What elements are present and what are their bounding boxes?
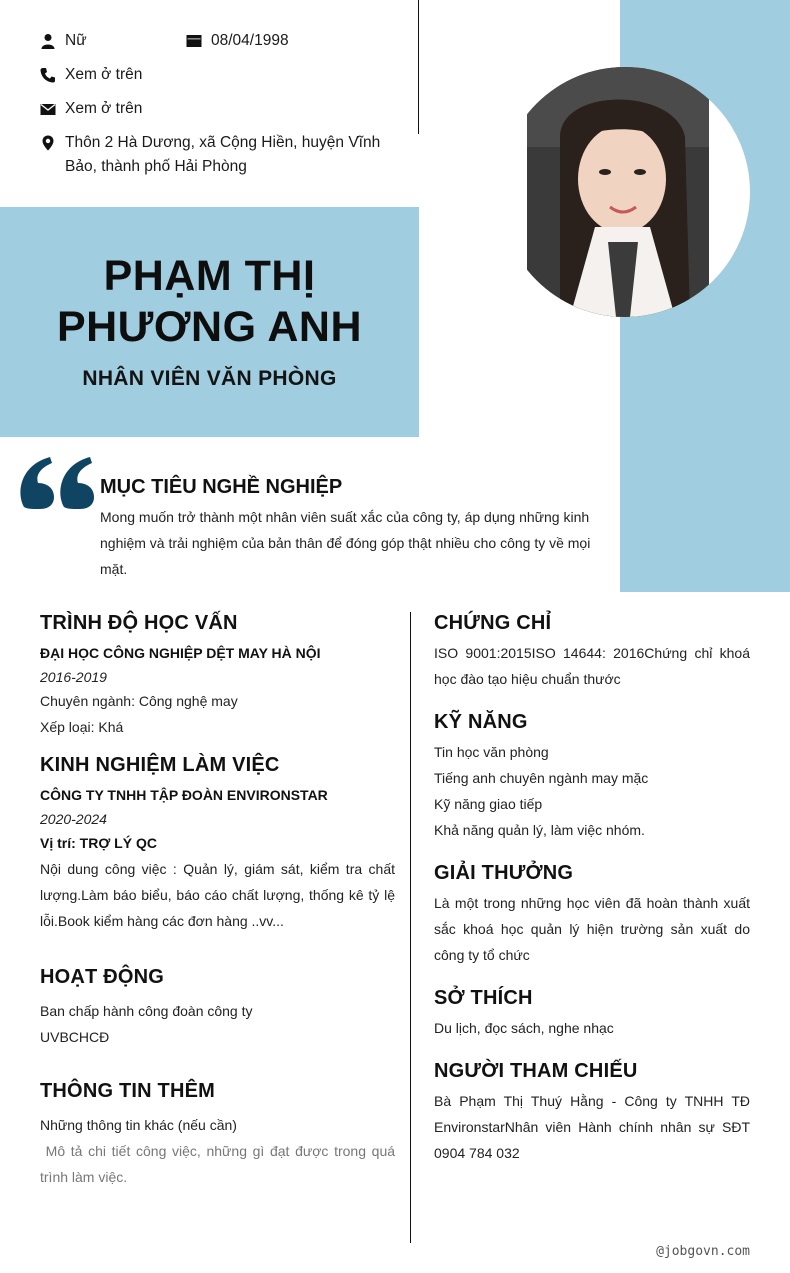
calendar-icon [186, 33, 202, 49]
education-rank: Xếp loại: Khá [40, 719, 124, 735]
activity-item: UVBCHCĐ [40, 1029, 110, 1045]
skills-section [434, 709, 750, 843]
objective-title: MỤC TIÊU NGHỀ NGHIỆP [100, 476, 343, 498]
right-column [434, 610, 750, 1166]
column-divider [410, 612, 411, 1243]
top-divider [418, 0, 419, 134]
experience-description: Nội dung công việc : Quản lý, giám sát, kiểm tra chất lượng.Làm báo biểu, báo cáo chất lượng, thống kê tỷ lệ lỗi.Book kiểm hàng các đơn hàng ..vv... [40, 861, 395, 929]
skill-item: Khả năng quản lý, làm việc nhóm. [434, 822, 645, 838]
birthdate-text: 08/04/1998 [211, 32, 289, 49]
activity-item: Ban chấp hành công đoàn công ty [40, 1003, 253, 1019]
left-column [40, 610, 399, 1190]
portrait-image [500, 67, 750, 317]
experience-section [40, 752, 395, 934]
contact-block [40, 29, 390, 179]
activities-title: HOẠT ĐỘNG [40, 966, 165, 988]
more-info-line-1: Những thông tin khác (nếu cần) [40, 1117, 237, 1133]
references-title: NGƯỜI THAM CHIẾU [434, 1060, 638, 1082]
footer-watermark: @jobgovn.com [656, 1244, 750, 1259]
full-name [0, 251, 419, 353]
gender-item [40, 29, 186, 53]
references-text: Bà Phạm Thị Thuý Hằng - Công ty TNHH TĐ EnvironstarNhân viên Hành chính nhân sự SĐT 0904 784 032 [434, 1093, 750, 1161]
education-period: 2016-2019 [40, 669, 107, 685]
objective-text: Mong muốn trở thành một nhân viên suất xắc của công ty, áp dụng những kinh nghiệm và trải nghiệm của bản thân để đóng góp thật nhiều cho công ty về mọi mặt. [100, 509, 591, 577]
email-text: Xem ở trên [65, 100, 143, 117]
gender-text: Nữ [65, 32, 87, 49]
name-banner [0, 207, 419, 437]
user-icon [40, 33, 56, 49]
birthdate-item [186, 29, 289, 53]
profile-photo [500, 67, 750, 317]
education-title: TRÌNH ĐỘ HỌC VẤN [40, 612, 238, 634]
hobbies-text: Du lịch, đọc sách, nghe nhạc [434, 1020, 614, 1036]
hobbies-title: SỞ THÍCH [434, 987, 533, 1009]
quote-icon [18, 455, 94, 511]
name-line-1: PHẠM THỊ [103, 252, 316, 300]
skills-title: KỸ NĂNG [434, 711, 528, 733]
references-section [434, 1058, 750, 1166]
address-text: Thôn 2 Hà Dương, xã Cộng Hiền, huyện Vĩnh Bảo, thành phố Hải Phòng [65, 134, 381, 175]
experience-company: CÔNG TY TNHH TẬP ĐOÀN ENVIRONSTAR [40, 787, 328, 803]
job-title: NHÂN VIÊN VĂN PHÒNG [82, 367, 337, 390]
awards-title: GIẢI THƯỞNG [434, 862, 574, 884]
email-item [40, 97, 390, 131]
experience-position: Vị trí: TRỢ LÝ QC [40, 835, 157, 851]
education-section [40, 610, 395, 740]
address-item [40, 131, 390, 179]
phone-item [40, 63, 390, 97]
name-line-2: PHƯƠNG ANH [56, 303, 363, 351]
education-major: Chuyên ngành: Công nghệ may [40, 693, 238, 709]
skill-item: Tiếng anh chuyên ngành may mặc [434, 770, 649, 786]
awards-text: Là một trong những học viên đã hoàn thành xuất sắc khoá học quản lý hiện trường sản xuất do công ty tổ chức [434, 895, 750, 963]
phone-icon [40, 67, 56, 83]
phone-text: Xem ở trên [65, 66, 143, 83]
experience-title: KINH NGHIỆM LÀM VIỆC [40, 754, 280, 776]
location-icon [40, 135, 56, 151]
skill-item: Kỹ năng giao tiếp [434, 796, 543, 812]
skill-item: Tin học văn phòng [434, 744, 549, 760]
certificates-title: CHỨNG CHỈ [434, 612, 552, 634]
certificates-section [434, 610, 750, 692]
hobbies-section [434, 985, 750, 1041]
experience-period: 2020-2024 [40, 811, 107, 827]
mail-icon [40, 101, 56, 117]
awards-section [434, 860, 750, 968]
activities-section [40, 964, 395, 1050]
more-info-line-2: Mô tả chi tiết công việc, những gì đạt được trong quá trình làm việc. [40, 1143, 399, 1185]
more-info-section [40, 1078, 399, 1190]
more-info-title: THÔNG TIN THÊM [40, 1080, 216, 1102]
certificates-text: ISO 9001:2015ISO 14644: 2016Chứng chỉ khoá học đào tạo hiệu chuẩn thước [434, 645, 750, 687]
education-school: ĐẠI HỌC CÔNG NGHIỆP DỆT MAY HÀ NỘI [40, 645, 321, 661]
